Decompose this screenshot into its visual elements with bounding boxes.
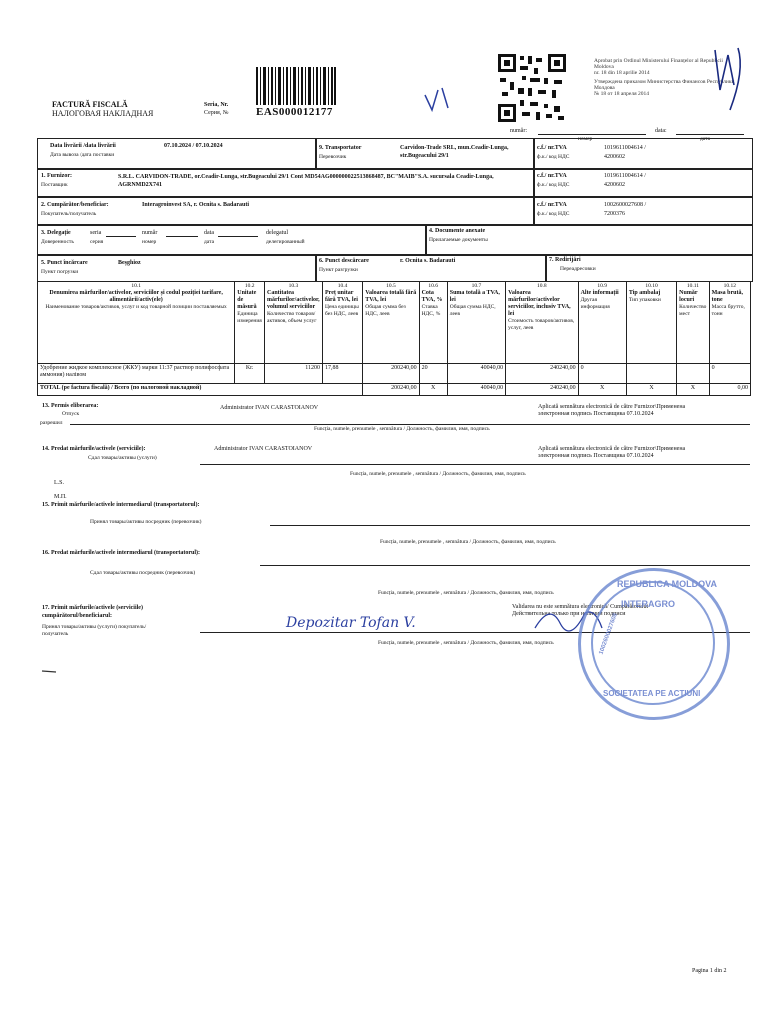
- section14-note: Aplicată semnătura electronică de către Furnizor\Применена электронная подпись Поставщика 07.10.2024: [538, 446, 686, 459]
- series-number: EAS000012177: [256, 106, 333, 118]
- total-label: TOTAL (pe factura fiscală) / Всего (по налоговой накладной): [38, 384, 363, 396]
- col-header: 10.3 Cantitatea mărfurilor/activelor, volumul serviciilor Количество товаров/активов, объем услуг: [265, 282, 323, 364]
- unloading-box: 6. Punct descărcare Пункт разгрузки r. Ocnita s. Badarauti: [315, 254, 547, 282]
- supplier-cf-box: c.f./ nr.TVA ф.к./ код НДС 1019611004614 / 4200602: [533, 168, 753, 198]
- col-header: 10.1 Denumirea mărfurilor/activelor, serviciilor și codul poziției tarifare, alimentării/activ(ele) Наименование товаров/активов, услуг и код товарной позиции поставляемых: [38, 282, 235, 364]
- company-stamp: REPUBLICA MOLDOVA INTERAGRO 1002600027608 SOCIETATEA PE ACȚIUNI: [578, 568, 730, 720]
- loading-box: 5. Punct încărcare Пункт погрузки Beşghioz: [37, 254, 317, 282]
- total-row: TOTAL (pe factura fiscală) / Всего (по налоговой накладной) 200240,00 X 40040,00 240240,00 X X X 0,00: [38, 384, 751, 396]
- section16-label: 16. Predat mărfurile/activele intermediarul (transportatorul):: [42, 550, 201, 556]
- col-header: 10.6 Cota TVA, % Ставка НДС, %: [419, 282, 447, 364]
- handwritten-mark: [420, 80, 460, 120]
- transporter-box: 9. Transportator Перевозчик Carvidon-Trade SRL, mun.Ceadir-Lunga, str.Bugeacului 29/1: [315, 138, 535, 170]
- delegation-box: 3. Delegație Доверенность seria серия număr номер data дата delegatul делегированный: [37, 224, 427, 256]
- table-header-row: [38, 282, 751, 364]
- page-number: Pagina 1 din 2: [692, 968, 727, 974]
- col-header: 10.2 Unitate de măsură Единица измерения: [235, 282, 265, 364]
- delivery-date-box: Data livrării /data livrării 07.10.2024 / 07.10.2024 Дата вывоза /дата поставки: [37, 138, 317, 170]
- section13-note: Aplicată semnătura electronică de către Furnizor\Применена электронная подпись Поставщика 07.10.2024: [538, 404, 686, 417]
- col-header: 10.11 Număr locuri Количество мест: [677, 282, 709, 364]
- supplier-box: 1. Furnizor: Поставщик S.R.L. CARVIDON-TRADE, or.Ceadir-Lunga, str.Bugeacului 29/1 Cont MD54AG000000022513868487, BC"MAIB"S.A. sucursala Ceadir-Lunga, AGRNMD2X741: [37, 168, 535, 198]
- section17-note: Validarea nu este semnătura electronică/ Cumpărătorului Действительна только при наличии подписи: [512, 604, 649, 617]
- section15-label: 15. Primit mărfurile/activele intermediarul (transportatorul):: [42, 502, 200, 508]
- section13-label: 13. Permis eliberarea:: [42, 403, 99, 409]
- redirect-box: 7. Redirijări Переадресовки: [545, 254, 753, 282]
- transporter-cf-box: c.f./ nr.TVA ф.к./ код НДС 1019611004614 / 4200602: [533, 138, 753, 170]
- numar-label: număr:: [510, 128, 527, 134]
- qr-code: [496, 52, 568, 124]
- col-header: 10.4 Preț unitar fără TVA, lei Цена единицы без НДС, леев: [322, 282, 362, 364]
- data-label: data:: [655, 128, 667, 134]
- section13-value: Administrator IVAN CARASTOIANOV: [220, 405, 319, 411]
- col-header: 10.9 Alte informații Другая информация: [578, 282, 626, 364]
- buyer-cf-box: c.f./ nr.TVA ф.к./ код НДС 1002600027608 / 7200376: [533, 196, 753, 226]
- col-header: 10.12 Masa brută, tone Масса брутто, тонн: [709, 282, 750, 364]
- annex-box: 4. Documente anexate Прилагаемые документы: [425, 224, 753, 256]
- goods-table: [37, 281, 751, 396]
- barcode: [256, 67, 336, 105]
- stray-mark: [40, 666, 60, 676]
- section14-label: 14. Predat mărfurile/activele (serviciile):: [42, 446, 146, 452]
- table-row: Удобрение жидкое комплексное (ЖКУ) марки 11:37 раствор полифосфата аммония) налівом Kг. 11200 17,88 200240,00 20 40040,00 240240,00 0 0: [38, 364, 751, 384]
- series-label: Seria, Nr. Серия, №: [204, 102, 229, 116]
- approval-note: Aprobat prin Ordinul Ministerului Finanțelor al Republicii Moldova nr. 18 din 18 aprilie 2014 Утверждена приказом Министерства Финансов Республики Молдова № 18 от 18 апреля 2014: [594, 58, 735, 97]
- col-header: 10.7 Suma totală a TVA, lei Общая сумма НДС, леев: [447, 282, 505, 364]
- col-header: 10.5 Valoarea totală fără TVA, lei Общая сумма без НДС, леев: [363, 282, 419, 364]
- handwritten-signature: [700, 30, 760, 120]
- section14-value: Administrator IVAN CARASTOIANOV: [214, 446, 313, 452]
- document-title: FACTURĂ FISCALĂ НАЛОГОВАЯ НАКЛАДНАЯ: [52, 100, 154, 118]
- handwritten-name: Depozitar Tofan V.: [286, 615, 416, 631]
- buyer-box: 2. Cumpărător/beneficiar: Покупатель/получатель Interagroinvest SA, r. Ocnita s. Badarauti: [37, 196, 535, 226]
- col-header: 10.8 Valoarea mărfurilor/activelor serviciilor, inclusiv TVA, lei Стоимость товаров/активов, услуг, леев: [506, 282, 578, 364]
- section17-label: 17. Primit mărfurile/activele (serviciile) cumpărătorul/beneficiarul:: [42, 605, 143, 619]
- col-header: 10.10 Tip ambalaj Тип упаковки: [626, 282, 676, 364]
